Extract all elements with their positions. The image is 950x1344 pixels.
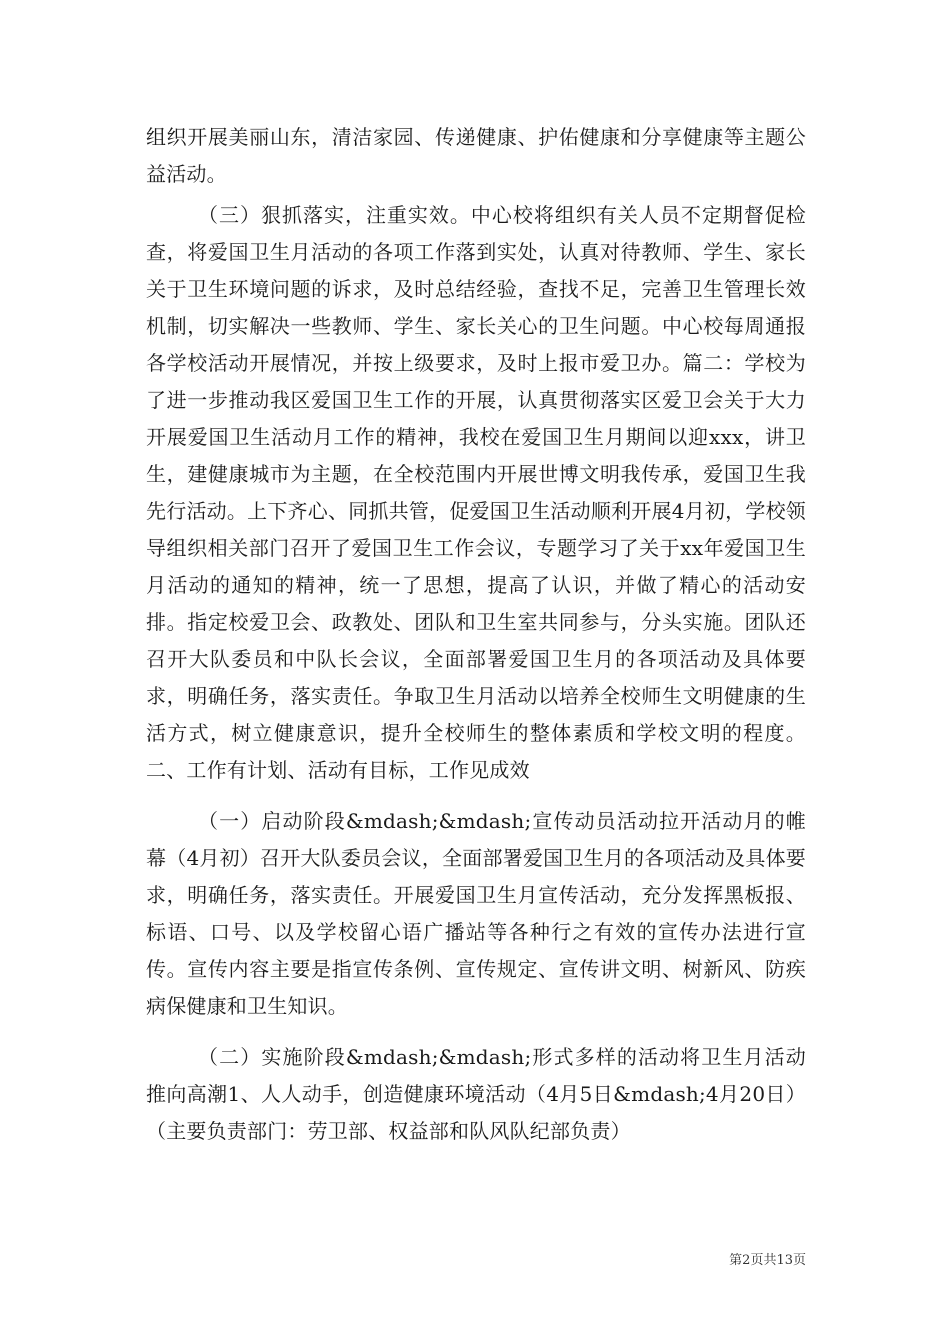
paragraph-section-three: （三）狠抓落实，注重实效。中心校将组织有关人员不定期督促检查，将爱国卫生月活动的各项工作落到实处，认真对待教师、学生、家长关于卫生环境问题的诉求，及时总结经验，查找不足，完善卫生管理长效机制，切实解决一些教师、学生、家长关心的卫生问题。中心校每周通报各学校活动开展情况，并按上级要求，及时上报市爱卫办。篇二：学校为了进一步推动我区爱国卫生工作的开展，认真贯彻落实区爱卫会关于大力开展爱国卫生活动月工作的精神，我校在爱国卫生月期间以迎xxx，讲卫生，建健康城市为主题，在全校范围内开展世博文明我传承，爱国卫生我先行活动。上下齐心、同抓共管，促爱国卫生活动顺利开展4月初，学校领导组织相关部门召开了爱国卫生工作会议，专题学习了关于xx年爱国卫生月活动的通知的精神，统一了思想，提高了认识，并做了精心的活动安排。指定校爱卫会、政教处、团队和卫生室共同参与，分头实施。团队还召开大队委员和中队长会议，全面部署爱国卫生月的各项活动及具体要求，明确任务，落实责任。争取卫生月活动以培养全校师生文明健康的生活方式，树立健康意识，提升全校师生的整体素质和学校文明的程度。二、工作有计划、活动有目标，工作见成效	[146, 203, 806, 782]
paragraph-continuation: 组织开展美丽山东，清洁家园、传递健康、护佑健康和分享健康等主题公益活动。	[146, 125, 806, 186]
document-body	[146, 119, 806, 1150]
page-number-footer: 第2页共13页	[729, 1253, 806, 1268]
paragraph-stage-one: （一）启动阶段&mdash;&mdash;宣传动员活动拉开活动月的帷幕（4月初）召开大队委员会议，全面部署爱国卫生月的各项活动及具体要求，明确任务，落实责任。开展爱国卫生月宣传活动，充分发挥黑板报、标语、口号、以及学校留心语广播站等各种行之有效的宣传办法进行宣传。宣传内容主要是指宣传条例、宣传规定、宣传讲文明、树新风、防疾病保健康和卫生知识。	[146, 809, 806, 1018]
paragraph-stage-two: （二）实施阶段&mdash;&mdash;形式多样的活动将卫生月活动推向高潮1、人人动手，创造健康环境活动（4月5日&mdash;4月20日）（主要负责部门：劳卫部、权益部和队风队纪部负责）	[146, 1045, 806, 1143]
